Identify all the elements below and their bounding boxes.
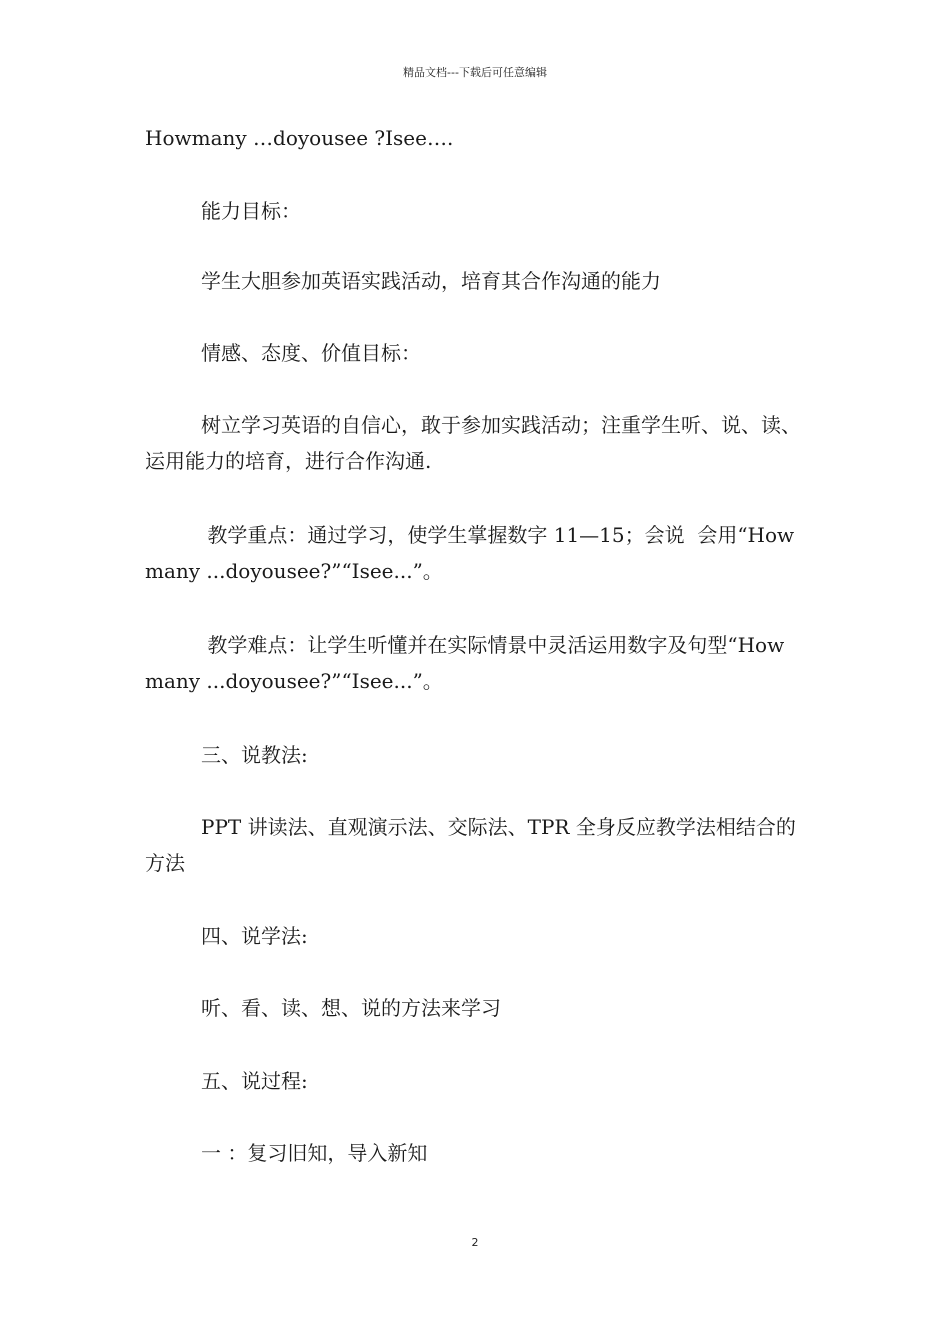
- page-header: 精品文档---下载后可任意编辑: [403, 66, 547, 79]
- paragraph-teaching-difficulty: 教学难点：让学生听懂并在实际情景中灵活运用数字及句型“How many ...doyousee?”“Isee...”。: [145, 633, 791, 693]
- paragraph-teaching-method: PPT 讲读法、直观演示法、交际法、TPR 全身反应教学法相结合的方法: [145, 815, 796, 875]
- paragraph-emotion-goal-heading: 情感、态度、价值目标：: [201, 341, 421, 365]
- paragraph-teaching-focus: 教学重点：通过学习，使学生掌握数字 11—15；会说 会用“How many ...doyousee?”“Isee...”。: [145, 523, 801, 583]
- paragraph-ability-goal-heading: 能力目标：: [201, 199, 301, 223]
- paragraph-teaching-method-heading: 三、说教法:: [201, 743, 308, 767]
- paragraph-sentence-pattern: Howmany …doyousee ?Isee….: [145, 126, 454, 150]
- paragraph-emotion-goal: 树立学习英语的自信心，敢于参加实践活动；注重学生听、说、读、运用能力的培育，进行合作沟通.: [145, 413, 801, 473]
- paragraph-ability-goal: 学生大胆参加英语实践活动，培育其合作沟通的能力: [201, 269, 661, 293]
- paragraph-learning-method: 听、看、读、想、说的方法来学习: [201, 996, 501, 1020]
- paragraph-step-one: 一 ：复习旧知，导入新知: [201, 1141, 428, 1165]
- paragraph-process-heading: 五、说过程:: [201, 1069, 308, 1093]
- paragraph-learning-method-heading: 四、说学法:: [201, 924, 308, 948]
- page-number: 2: [471, 1236, 479, 1249]
